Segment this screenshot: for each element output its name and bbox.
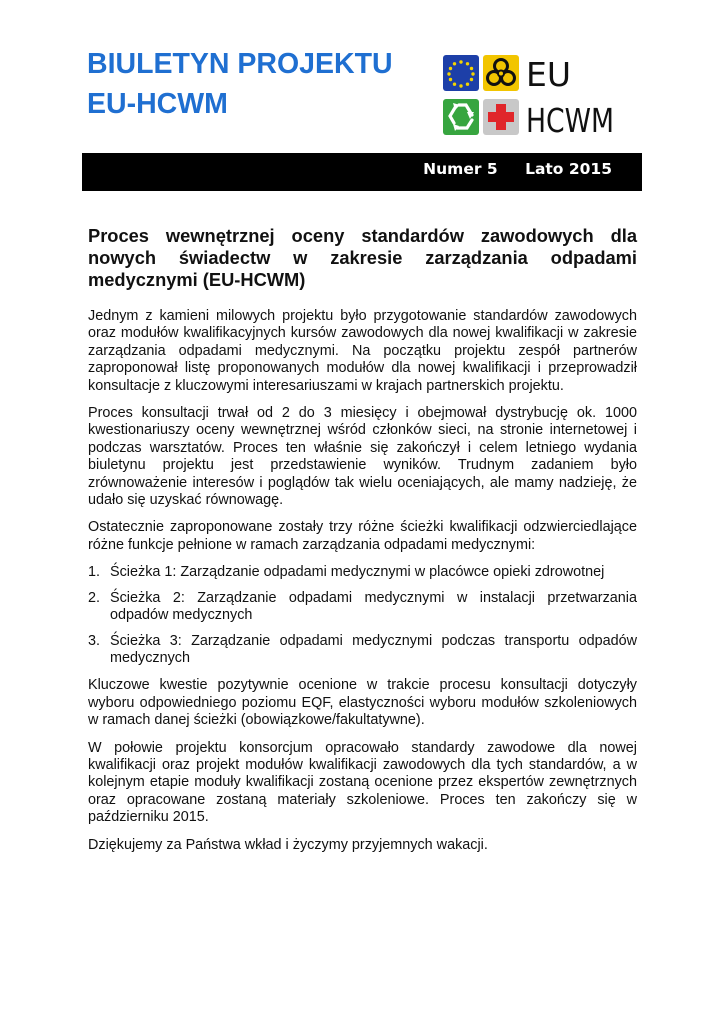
recycle-icon: [443, 99, 479, 135]
list-item: [88, 590, 637, 625]
list-item-text: Ścieżka 1: Zarządzanie odpadami medycznymi w placówce opieki zdrowotnej: [110, 564, 605, 581]
list-item-text: Ścieżka 3: Zarządzanie odpadami medycznymi podczas transportu odpadów medycznych: [110, 632, 637, 666]
eu-flag-icon: [443, 55, 479, 91]
article-paragraph-6: Dziękujemy za Państwa wkład i życzymy przyjemnych wakacji.: [88, 836, 488, 853]
issue-banner: [82, 153, 642, 191]
article-paragraph-3: Ostatecznie zaproponowane zostały trzy różne ścieżki kwalifikacji odzwierciedlające różne funkcje pełnione w ramach zarządzania odpadami medycznymi:: [88, 519, 637, 553]
medical-cross-icon: [483, 99, 519, 135]
issue-info: [423, 160, 612, 178]
newsletter-title-line2: EU-HCWM: [87, 88, 228, 120]
list-item-number: 2.: [88, 589, 101, 606]
list-item: [88, 564, 637, 581]
list-item: [88, 633, 637, 668]
article-paragraph-2: Proces konsultacji trwał od 2 do 3 miesięcy i obejmował dystrybucję ok. 1000 kwestionariuszy oceny wewnętrznej wśród członków sieci, na stronie internetowej i podczas warsztatów. Proces ten właśnie się zakończył i celem letniego wydania biuletynu projektu jest przedstawienie wyników. Trudnym zadaniem było zrównoważenie interesów i poglądów tak wielu oceniających, ale mamy nadzieję, że udało się uzyskać równowagę.: [88, 405, 637, 509]
qualification-paths-list: [88, 564, 637, 667]
logo-text-hcwm: HCWM: [526, 101, 614, 140]
newsletter-title-line1: BIULETYN PROJEKTU: [87, 48, 393, 80]
issue-number: Numer 5: [423, 160, 498, 178]
issue-season: Lato 2015: [525, 160, 612, 178]
article-paragraph-1: Jednym z kamieni milowych projektu było przygotowanie standardów zawodowych oraz modułów kwalifikacyjnych kursów zawodowych dla nowej kwalifikacji w zakresie zarządzania odpadami medycznymi. Na początku projektu zespół partnerów zaproponował listę proponowanych modułów dla nowej kwalifikacji i przeprowadził konsultacje z kluczowymi interesariuszami w krajach partnerskich projektu.: [88, 308, 637, 394]
list-item-text: Ścieżka 2: Zarządzanie odpadami medycznymi w instalacji przetwarzania odpadów medycznych: [110, 589, 637, 624]
list-item-number: 1.: [88, 564, 101, 581]
article: [88, 225, 637, 864]
article-title: Proces wewnętrznej oceny standardów zawodowych dla nowych świadectw w zakresie zarządzania odpadami medycznymi (EU-HCWM): [88, 225, 637, 290]
logo-text-eu: EU: [526, 55, 572, 94]
article-paragraph-4: Kluczowe kwestie pozytywnie ocenione w trakcie procesu konsultacji dotyczyły wyboru odpowiedniego poziomu EQF, elastyczności wyboru modułów szkoleniowych w ramach danej ścieżki (obowiązkowe/fakultatywne).: [88, 677, 637, 729]
article-paragraph-5: W połowie projektu konsorcjum opracowało standardy zawodowe dla nowej kwalifikacji oraz projekt modułów kwalifikacji zawodowych dla tych standardów, a w kolejnym etapie moduły kwalifikacji zostaną ocenione przez ekspertów zewnętrznych oraz opracowane zostaną materiały szkoleniowe. Proces ten zakończy się w październiku 2015.: [88, 739, 637, 826]
list-item-number: 3.: [88, 632, 101, 649]
newsletter-title: [87, 44, 437, 124]
eu-hcwm-logo: [440, 53, 620, 139]
biohazard-icon: [483, 55, 519, 91]
